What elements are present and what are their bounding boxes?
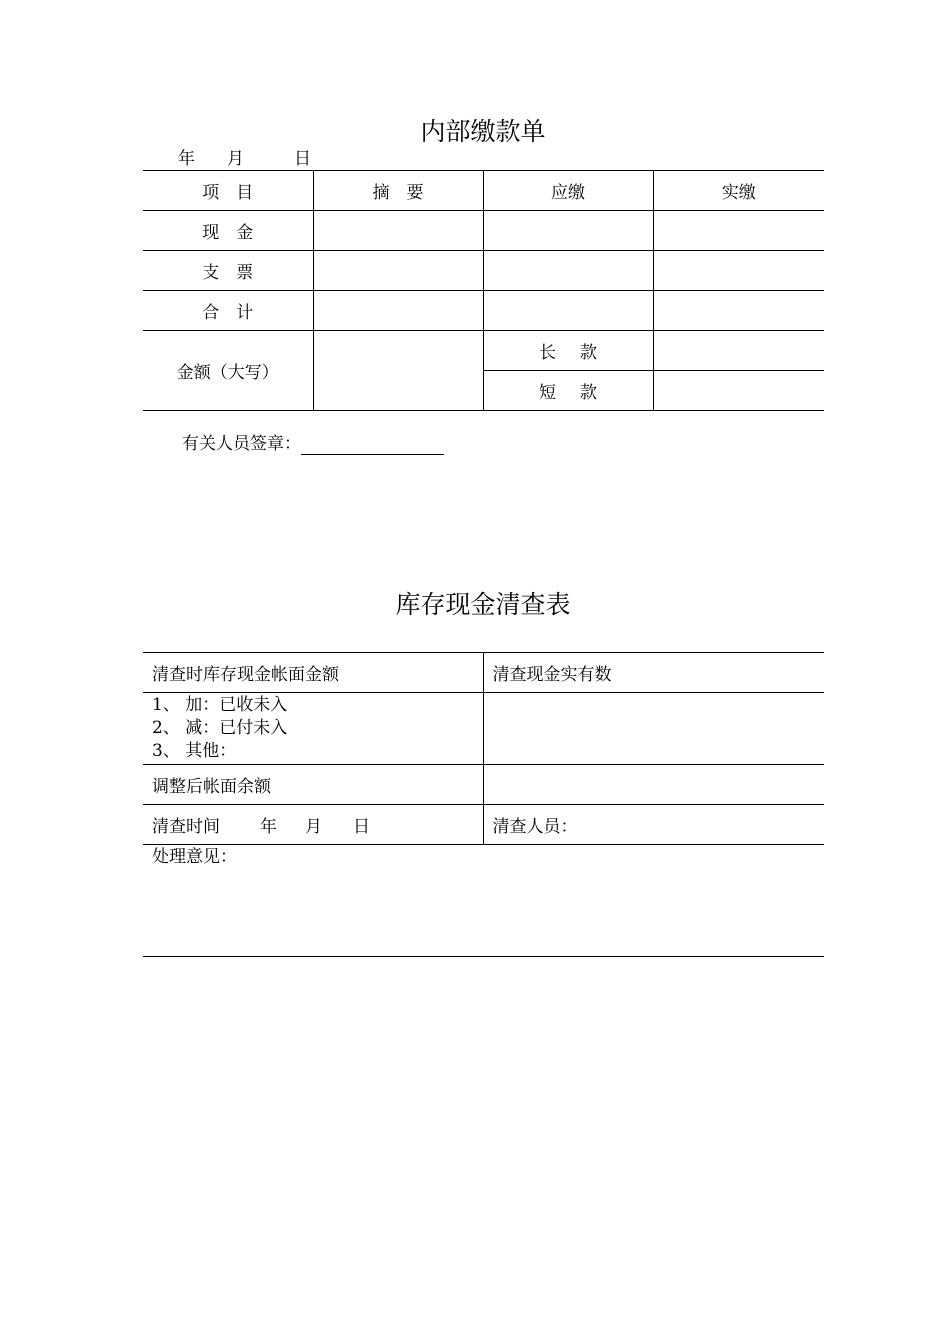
adjust-items [143,693,483,765]
payment-form-table [143,170,824,411]
amount-words-label: 金额（大写） [143,331,313,411]
table-row [143,765,824,805]
total-due-cell[interactable] [483,291,653,331]
check-staff-label: 清查人员： [483,805,824,845]
short-value-cell[interactable] [653,371,824,411]
book-amount-label: 清查时库存现金帐面金额 [143,653,483,693]
table-row [143,331,824,371]
adjust-item-other: 3、 其他： [152,741,237,761]
check-time-cell [143,805,483,845]
long-value-cell[interactable] [653,331,824,371]
table-row [143,805,824,845]
adjust-value-cell[interactable] [483,693,824,765]
form2-title: 库存现金清查表 [395,590,571,619]
header-due: 应缴 [483,171,653,211]
date-day: 日 [294,149,311,169]
total-paid-cell[interactable] [653,291,824,331]
cash-summary-cell[interactable] [313,211,483,251]
row-total-label: 合计 [202,303,271,323]
amount-words-cell[interactable] [313,331,483,411]
table-row [143,291,824,331]
check-due-cell[interactable] [483,251,653,291]
check-time-label: 清查时间 [152,817,220,837]
cash-check-table [143,652,824,957]
total-summary-cell[interactable] [313,291,483,331]
form1-title: 内部缴款单 [420,117,546,146]
short-label: 短款 [539,383,621,403]
signature-line [182,433,444,455]
header-paid: 实缴 [653,171,824,211]
check-summary-cell[interactable] [313,251,483,291]
table-row [143,251,824,291]
check-paid-cell[interactable] [653,251,824,291]
adjusted-balance-cell[interactable] [483,765,824,805]
cash-paid-cell[interactable] [653,211,824,251]
actual-amount-label: 清查现金实有数 [483,653,824,693]
header-item: 项目 [202,183,271,203]
cash-due-cell[interactable] [483,211,653,251]
opinion-cell[interactable] [143,845,824,957]
check-time-month: 月 [305,817,322,837]
signature-label: 有关人员签章： [182,434,301,454]
row-cash-label: 现金 [202,223,271,243]
row-check-label: 支票 [202,263,271,283]
date-year: 年 [178,149,195,169]
adjust-item-add: 1、 加：已收未入 [152,695,288,715]
table-row [143,211,824,251]
long-label: 长款 [539,343,621,363]
header-row [143,171,824,211]
table-row [143,693,824,765]
adjusted-balance-label: 调整后帐面余额 [143,765,483,805]
header-summary: 摘要 [372,183,441,203]
table-row [143,845,824,957]
date-month: 月 [227,149,244,169]
opinion-label: 处理意见： [152,847,237,867]
check-time-day: 日 [353,817,370,837]
table-row [143,653,824,693]
check-time-year: 年 [260,817,277,837]
signature-blank[interactable] [301,436,444,455]
adjust-item-subtract: 2、 减：已付未入 [152,718,288,738]
